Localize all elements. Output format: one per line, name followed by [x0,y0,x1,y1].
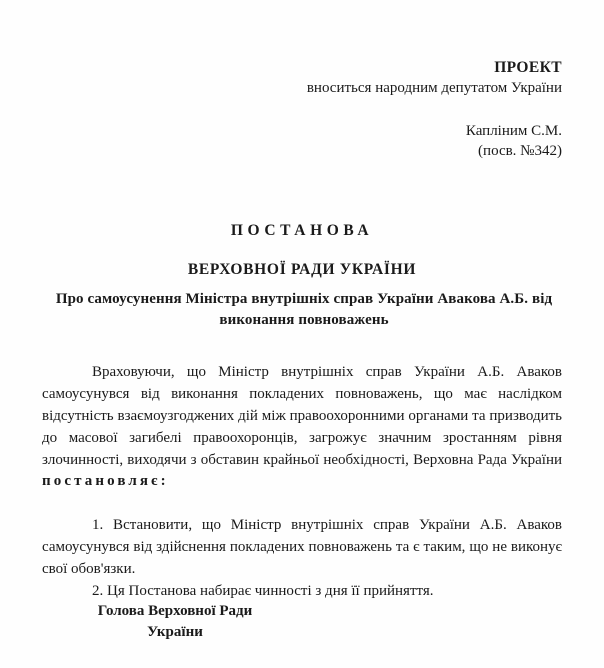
author-block [42,121,562,162]
draft-stamp: ПРОЕКТ [494,59,562,76]
signatory-title-line-1: Голова Верховної Ради [97,603,253,619]
preamble-resolves-keyword: постановляє: [42,473,169,490]
page-title: ПОСТАНОВА [230,222,374,239]
page-subtitle: ВЕРХОВНОЇ РАДИ УКРАЇНИ [187,260,417,278]
document-body [42,362,562,603]
signatory-title-line-2: України [147,624,203,641]
preamble-paragraph [42,362,562,493]
resolution-item-2: 2. Ця Постанова набирає чинності з дня її прийняття. [92,583,434,600]
signature-block [60,601,290,644]
author-certificate-number: (посв. №342) [478,143,562,160]
resolution-item-1: 1. Встановити, що Міністр внутрішніх справ України А.Б. Аваков самоусунувся від здійснення покладених повноважень та є таким, що не виконує свої обов'язки. [42,517,562,578]
submitted-by-line: вноситься народним депутатом України [306,80,562,97]
preamble-text: Враховуючи, що Міністр внутрішніх справ України А.Б. Аваков самоусунувся від виконання покладених повноважень, що має наслідком відсутність взаємоузгоджених дій між правоохоронними органами та призводить до масової загибелі правоохоронців, загрожує значним зростанням рівня злочинності, виходячи з обставин крайньої необхідності, Верховна Рада України [42,364,562,468]
author-name: Капліним С.М. [465,123,562,139]
document-title-block [42,222,562,279]
header-block [42,58,562,99]
resolution-subject-title: Про самоусунення Міністра внутрішніх справ України Авакова А.Б. від виконання повноважень [55,291,553,329]
